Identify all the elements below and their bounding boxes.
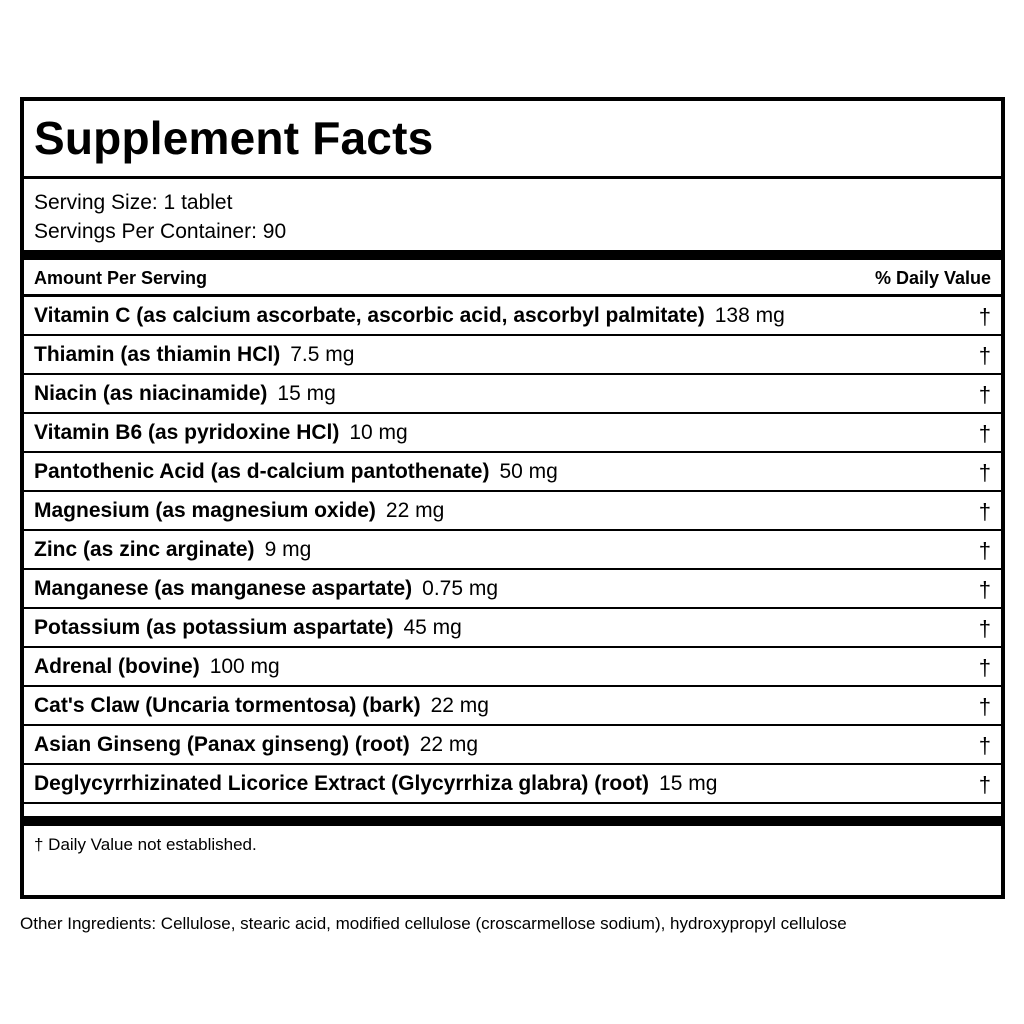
footnote: † Daily Value not established. (34, 835, 257, 854)
nutrient-label: Deglycyrrhizinated Licorice Extract (Glycyrrhiza glabra) (root) (34, 772, 650, 795)
nutrient-label: Adrenal (bovine) (34, 655, 200, 678)
nutrient-amount: 22 mg (385, 499, 445, 522)
nutrient-amount: 50 mg (499, 460, 558, 483)
daily-value-dagger: † (978, 421, 991, 446)
nutrient-amount: 7.5 mg (290, 343, 355, 366)
nutrient-label: Niacin (as niacinamide) (34, 382, 268, 405)
table-row (24, 297, 1001, 336)
nutrient-name (34, 539, 311, 561)
thick-divider-bottom (24, 816, 1001, 826)
serving-size: Serving Size: 1 tablet (34, 191, 233, 214)
nutrient-amount: 10 mg (349, 421, 408, 444)
daily-value-dagger: † (978, 538, 991, 563)
table-row (24, 687, 1001, 726)
daily-value-header: % Daily Value (874, 268, 991, 288)
daily-value-dagger: † (978, 616, 991, 641)
table-row (24, 336, 1001, 375)
nutrient-label: Vitamin B6 (as pyridoxine HCl) (34, 421, 340, 444)
nutrient-label: Asian Ginseng (Panax ginseng) (root) (34, 733, 410, 756)
table-row (24, 492, 1001, 531)
nutrient-name (34, 617, 462, 639)
nutrient-name (34, 500, 444, 522)
daily-value-dagger: † (978, 733, 991, 758)
nutrient-amount: 100 mg (209, 655, 280, 678)
nutrient-amount: 45 mg (403, 616, 462, 639)
amount-per-serving-header: Amount Per Serving (34, 268, 208, 288)
nutrient-name (34, 695, 489, 717)
table-row (24, 726, 1001, 765)
table-row (24, 765, 1001, 804)
table-row (24, 453, 1001, 492)
panel-title: Supplement Facts (34, 112, 434, 164)
daily-value-dagger: † (978, 382, 991, 407)
title-divider (24, 176, 1001, 179)
table-row (24, 609, 1001, 648)
table-row (24, 531, 1001, 570)
daily-value-dagger: † (978, 577, 991, 602)
nutrient-amount: 0.75 mg (422, 577, 499, 600)
nutrient-label: Zinc (as zinc arginate) (34, 538, 255, 561)
table-row (24, 375, 1001, 414)
nutrient-label: Potassium (as potassium aspartate) (34, 616, 394, 639)
nutrient-amount: 15 mg (277, 382, 336, 405)
nutrient-label: Cat's Claw (Uncaria tormentosa) (bark) (34, 694, 421, 717)
nutrient-name (34, 656, 280, 678)
servings-per-container: Servings Per Container: 90 (34, 220, 287, 243)
nutrient-amount: 22 mg (430, 694, 489, 717)
nutrient-label: Magnesium (as magnesium oxide) (34, 499, 376, 522)
daily-value-dagger: † (978, 772, 991, 797)
nutrient-name (34, 461, 558, 483)
daily-value-dagger: † (978, 499, 991, 524)
daily-value-dagger: † (978, 460, 991, 485)
nutrient-label: Vitamin C (as calcium ascorbate, ascorbic acid, ascorbyl palmitate) (34, 304, 705, 327)
thick-divider-top (24, 250, 1001, 260)
nutrient-amount: 9 mg (264, 538, 312, 561)
nutrient-label: Thiamin (as thiamin HCl) (34, 343, 281, 366)
daily-value-dagger: † (978, 343, 991, 368)
nutrient-amount: 138 mg (714, 304, 785, 327)
nutrient-name (34, 305, 785, 327)
table-row (24, 570, 1001, 609)
nutrient-name (34, 344, 354, 366)
nutrient-amount: 15 mg (659, 772, 718, 795)
daily-value-dagger: † (978, 694, 991, 719)
nutrient-name (34, 773, 717, 795)
nutrient-label: Manganese (as manganese aspartate) (34, 577, 413, 600)
nutrient-label: Pantothenic Acid (as d-calcium pantothenate) (34, 460, 490, 483)
nutrient-name (34, 383, 336, 405)
other-ingredients: Other Ingredients: Cellulose, stearic acid, modified cellulose (croscarmellose sodium), hydroxypropyl cellulose (20, 914, 847, 933)
nutrient-name (34, 578, 498, 600)
nutrient-name (34, 422, 408, 444)
table-row (24, 648, 1001, 687)
daily-value-dagger: † (978, 655, 991, 680)
nutrient-name (34, 734, 478, 756)
table-row (24, 414, 1001, 453)
supplement-facts-panel (20, 97, 1005, 899)
daily-value-dagger: † (978, 304, 991, 329)
nutrient-amount: 22 mg (419, 733, 479, 756)
